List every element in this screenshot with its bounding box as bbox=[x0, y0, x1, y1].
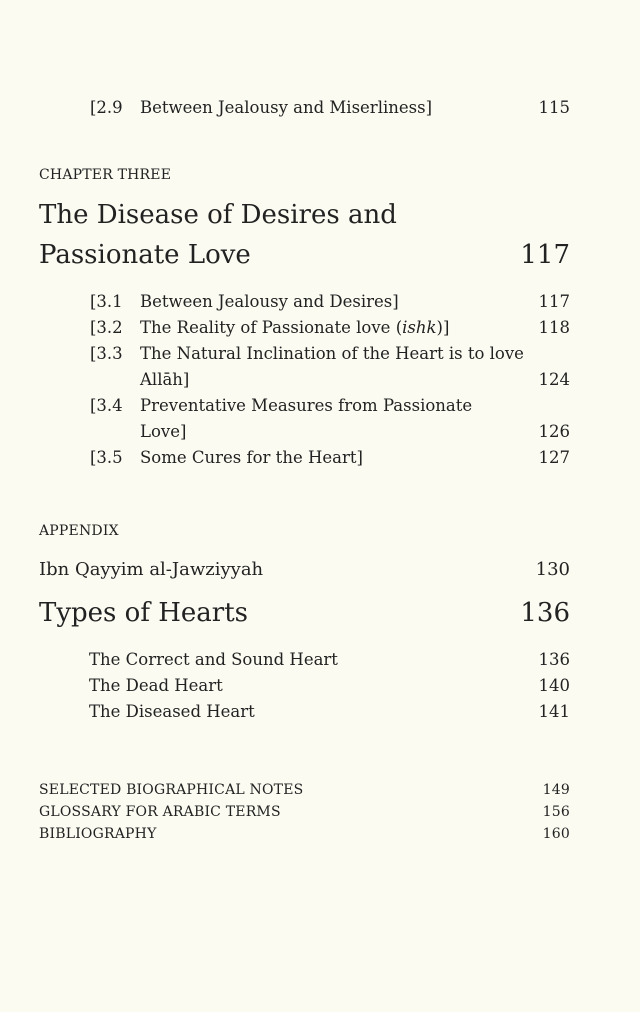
page-number: 141 bbox=[538, 702, 570, 721]
section-title-line1: Preventative Measures from Passionate bbox=[140, 396, 473, 415]
chapter-title-line1: The Disease of Desires and bbox=[39, 200, 397, 230]
entry-title: SELECTED BIOGRAPHICAL NOTES bbox=[39, 782, 304, 798]
section-title-line2: Love] bbox=[140, 422, 187, 441]
section-number: [3.5 bbox=[90, 448, 123, 467]
entry-title: The Correct and Sound Heart bbox=[89, 650, 338, 669]
entry-title: The Dead Heart bbox=[89, 676, 223, 695]
title-italic: ishk bbox=[402, 318, 437, 337]
section-title-line1: The Natural Inclination of the Heart is to love bbox=[140, 344, 524, 363]
page-number: 124 bbox=[538, 370, 570, 389]
section-title: Some Cures for the Heart] bbox=[140, 448, 363, 467]
entry-title: BIBLIOGRAPHY bbox=[39, 826, 157, 842]
page-number: 156 bbox=[542, 804, 570, 820]
page-number: 118 bbox=[538, 318, 570, 337]
section-number: [3.3 bbox=[90, 344, 123, 363]
chapter-title-line2: Passionate Love bbox=[39, 240, 251, 270]
page-number: 130 bbox=[535, 559, 570, 580]
section-number: [3.1 bbox=[90, 292, 123, 311]
entry-title: GLOSSARY FOR ARABIC TERMS bbox=[39, 804, 281, 820]
page-number: 136 bbox=[538, 650, 570, 669]
entry-title: Types of Hearts bbox=[39, 598, 248, 628]
page-number: 140 bbox=[538, 676, 570, 695]
title-part: The Reality of Passionate love ( bbox=[140, 318, 403, 337]
section-number: [3.2 bbox=[90, 318, 123, 337]
page-number: 126 bbox=[538, 422, 570, 441]
section-title: Between Jealousy and Desires] bbox=[140, 292, 399, 311]
title-part: )] bbox=[436, 318, 450, 337]
entry-title: Ibn Qayyim al-Jawziyyah bbox=[39, 559, 264, 580]
section-number: [2.9 bbox=[90, 98, 123, 117]
appendix-label: APPENDIX bbox=[39, 523, 119, 539]
entry-title: The Diseased Heart bbox=[89, 702, 255, 721]
page-number: 149 bbox=[542, 782, 570, 798]
section-title-line2: Allāh] bbox=[140, 370, 190, 389]
section-number: [3.4 bbox=[90, 396, 123, 415]
section-title bbox=[140, 318, 449, 337]
section-title: Between Jealousy and Miserliness] bbox=[140, 98, 433, 117]
page-number: 117 bbox=[538, 292, 570, 311]
chapter-label: CHAPTER THREE bbox=[39, 167, 172, 183]
page-number: 160 bbox=[542, 826, 570, 842]
page-number: 127 bbox=[538, 448, 570, 467]
page-number: 115 bbox=[538, 98, 570, 117]
chapter-page-number: 117 bbox=[520, 240, 570, 270]
page-number: 136 bbox=[520, 598, 570, 628]
